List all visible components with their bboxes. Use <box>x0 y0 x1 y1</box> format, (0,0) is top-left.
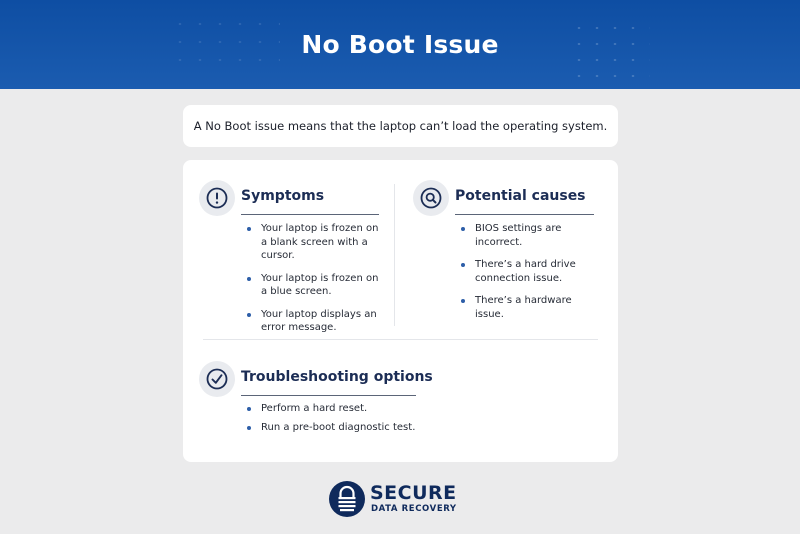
checkmark-icon <box>199 361 235 397</box>
page-title: No Boot Issue <box>301 30 499 59</box>
header-banner <box>0 0 800 89</box>
causes-list <box>461 222 591 321</box>
lock-icon <box>328 480 366 518</box>
intro-text: A No Boot issue means that the laptop can’t load the operating system. <box>193 119 608 133</box>
list-item: BIOS settings are incorrect. <box>461 222 591 249</box>
symptoms-title: Symptoms <box>241 188 325 204</box>
list-item: Your laptop is frozen on a blank screen with a cursor. <box>247 222 387 263</box>
symptoms-underline <box>241 214 379 215</box>
list-item: Your laptop displays an error message. <box>247 308 387 335</box>
troubleshooting-underline <box>241 395 416 396</box>
list-item: There’s a hard drive connection issue. <box>461 258 591 285</box>
logo-text-data-recovery: DATA RECOVERY <box>371 504 457 514</box>
info-card <box>183 160 618 462</box>
causes-underline <box>455 214 594 215</box>
troubleshooting-list <box>247 402 547 434</box>
list-item: Your laptop is frozen on a blue screen. <box>247 272 387 299</box>
list-item: There’s a hardware issue. <box>461 294 591 321</box>
causes-section <box>413 180 603 340</box>
causes-title: Potential causes <box>455 188 586 204</box>
list-item: Run a pre-boot diagnostic test. <box>247 421 547 435</box>
logo-text-secure: SECURE <box>370 482 457 504</box>
exclamation-icon <box>199 180 235 216</box>
secure-data-recovery-logo <box>328 478 478 520</box>
troubleshooting-section <box>199 361 599 451</box>
magnifier-icon <box>413 180 449 216</box>
intro-box <box>183 105 618 147</box>
symptoms-section <box>199 180 389 340</box>
list-item: Perform a hard reset. <box>247 402 547 416</box>
symptoms-list <box>247 222 387 335</box>
troubleshooting-title: Troubleshooting options <box>241 369 433 385</box>
vertical-divider <box>394 184 395 326</box>
